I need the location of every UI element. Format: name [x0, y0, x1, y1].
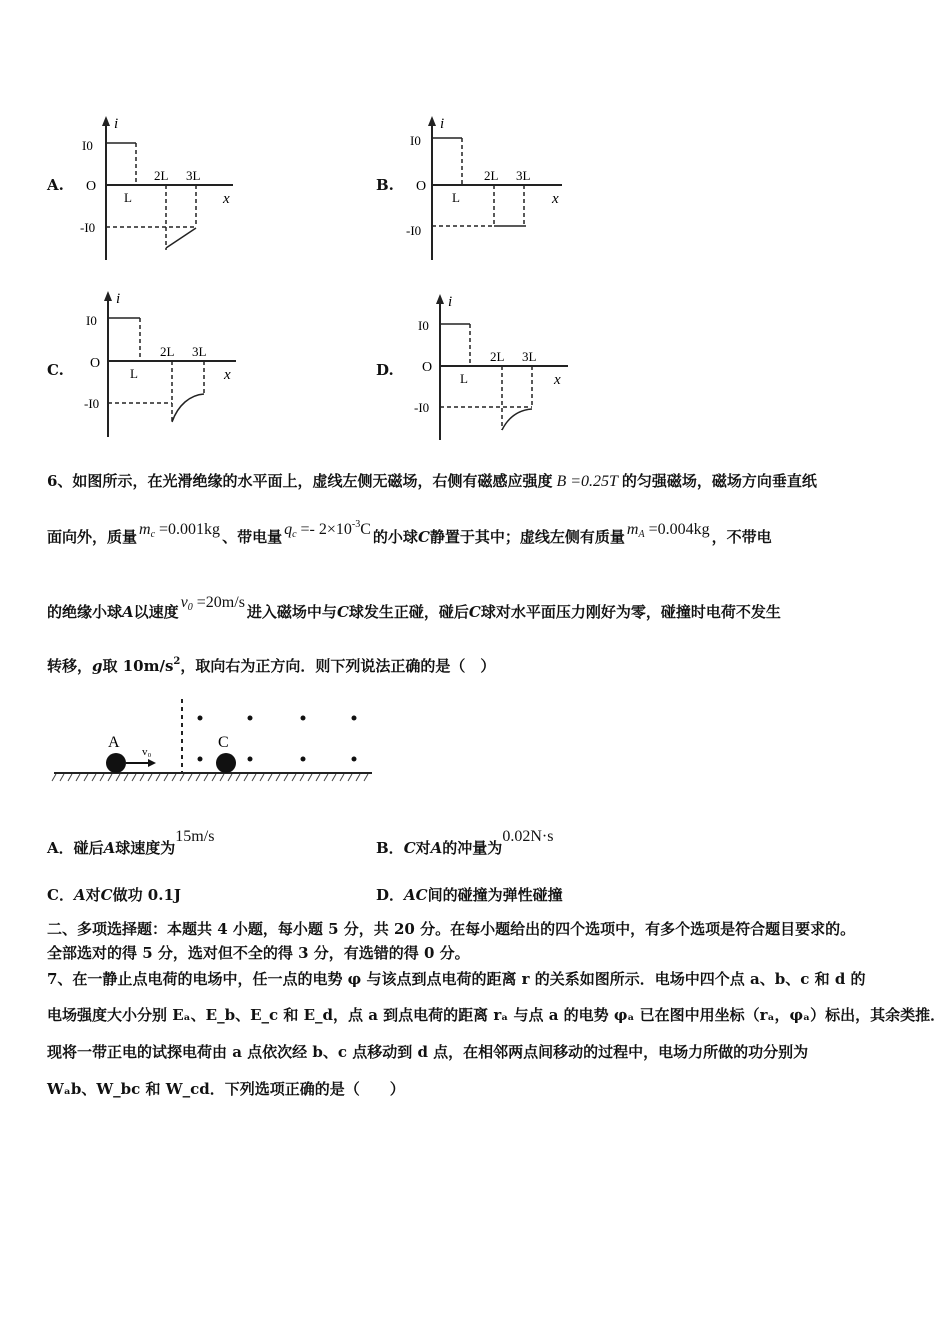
v0-value: $v_0 =20m/s$ [180, 594, 245, 613]
origin-label: O [86, 179, 97, 194]
q6-text: 的绝缘小球 [47, 603, 123, 621]
ball-a-label: A [108, 734, 120, 751]
mass-c-value: $m_c =0.001kg$ [139, 521, 221, 540]
tick-2L: 2L [160, 344, 175, 359]
graph-option-a [78, 110, 248, 274]
option-label-c: C. [47, 361, 64, 379]
tick-3L: 3L [522, 349, 537, 364]
graph-option-b [404, 110, 574, 274]
top-level-label: I0 [410, 133, 421, 148]
axis-x-label: x [552, 191, 559, 207]
q7-line-2: 电场强度大小分别 Eₐ、E_b、E_c 和 E_d，点 a 到点电荷的距离 rₐ 与点 a 的电势 φₐ 已在图中用坐标（rₐ，φₐ）标出，其余类推． [47, 1006, 946, 1024]
top-level-label: I0 [86, 313, 97, 328]
tick-3L: 3L [192, 344, 207, 359]
tick-2L: 2L [484, 168, 499, 183]
B-field-value: B =0.25T [556, 473, 618, 490]
tick-2L: 2L [154, 168, 169, 183]
tick-L: L [452, 190, 460, 205]
q6-option-a[interactable]: A．碰后A球速度为15m/s [47, 828, 215, 857]
section2-header-line1: 二、多项选择题：本题共 4 小题，每小题 5 分，共 20 分。在每小题给出的四个选项中，有多个选项是符合题目要求的。 [47, 920, 856, 938]
q6-line-1 [47, 470, 817, 491]
top-level-label: I0 [82, 138, 93, 153]
q7-line-1: 7、在一静止点电荷的电场中，任一点的电势 φ 与该点到点电荷的距离 r 的关系如图所示．电场中四个点 a、b、c 和 d 的 [47, 970, 866, 988]
tick-2L: 2L [490, 349, 505, 364]
axis-x-label: x [554, 372, 561, 388]
q7-line-3: 现将一带正电的试探电荷由 a 点依次经 b、c 点移动到 d 点，在相邻两点间移动的过程中，电场力所做的功分别为 [47, 1043, 809, 1061]
axis-x-label: x [223, 191, 230, 207]
q6-text: 转移， [47, 657, 93, 675]
axis-i-label: i [116, 291, 121, 307]
q6-line-3: 的绝缘小球A以速度$v_0 =20m/s$进入磁场中与C球发生正碰，碰后C球对水平面压力刚好为零，碰撞时电荷不发生 [47, 594, 781, 621]
ball-c [216, 753, 236, 773]
velocity-label: v₀ [142, 746, 152, 758]
charge-c-value: $q_c =- 2\times 10^{-3}C$ [284, 519, 371, 540]
q6-text: 面向外，质量 [47, 528, 138, 546]
q6-text: 进入磁场中与 [246, 603, 337, 621]
axis-i-label: i [114, 116, 119, 132]
q6-text: ，取向右为正方向．则下列说法正确的是（ ） [180, 657, 496, 675]
bottom-level-label: -I0 [84, 396, 100, 411]
graph-option-d [404, 288, 579, 452]
graph-option-c [78, 285, 248, 449]
bottom-level-label: -I0 [80, 220, 96, 235]
tick-3L: 3L [516, 168, 531, 183]
origin-label: O [416, 179, 427, 194]
ball-c-label: C [218, 734, 229, 751]
q6-option-b[interactable]: B．C对A的冲量为0.02N·s [376, 828, 554, 857]
option-b-value: 0.02N·s [502, 828, 554, 845]
ball-a [106, 753, 126, 773]
q6-option-d[interactable]: D．AC间的碰撞为弹性碰撞 [376, 886, 563, 904]
bottom-level-label: -I0 [406, 223, 422, 238]
q6-text: 球对水平面压力刚好为零，碰撞时电荷不发生 [480, 603, 781, 621]
option-a-value: 15m/s [175, 828, 215, 845]
axis-i-label: i [448, 294, 453, 310]
q6-text: ，不带电 [711, 528, 772, 546]
option-label-b: B. [376, 176, 394, 194]
section2-header-line2: 全部选对的得 5 分，选对但不全的得 3 分，有选错的得 0 分。 [47, 944, 470, 962]
q6-text: 以速度 [133, 603, 179, 621]
q6-text: 球发生正碰，碰后 [348, 603, 469, 621]
tick-L: L [130, 366, 138, 381]
origin-label: O [90, 356, 101, 371]
q6-text: 的匀强磁场，磁场方向垂直纸 [621, 472, 817, 490]
bottom-level-label: -I0 [414, 400, 430, 415]
q6-line-4: 转移，g取 $10m/s^2$，取向右为正方向．则下列说法正确的是（ ） [47, 656, 496, 675]
q6-option-c[interactable]: C．A对C做功 0.1J [47, 886, 181, 904]
axis-i-label: i [440, 116, 445, 132]
origin-label: O [422, 360, 433, 375]
q7-line-4: Wₐb、W_bc 和 W_cd．下列选项正确的是（ ） [47, 1080, 405, 1098]
tick-L: L [124, 190, 132, 205]
tick-L: L [460, 371, 468, 386]
option-label-d: D. [376, 361, 394, 379]
q6-text: 的小球 [372, 528, 418, 546]
option-label-a: A. [47, 176, 64, 194]
tick-3L: 3L [186, 168, 201, 183]
q6-text: 静置于其中；虚线左侧有质量 [429, 528, 625, 546]
q6-text: 、带电量 [222, 528, 283, 546]
q6-text: 取 10m/s [102, 657, 174, 675]
axis-x-label: x [224, 367, 231, 383]
mass-a-value: $m_A =0.004kg$ [626, 521, 710, 540]
q6-text: 6、如图所示，在光滑绝缘的水平面上，虚线左侧无磁场，右侧有磁感应强度 [47, 472, 553, 490]
top-level-label: I0 [418, 318, 429, 333]
q6-line-2: 面向外，质量 $m_c =0.001kg$ 、带电量 $q_c =- 2\times 10^{-3}C$ 的小球C静置于其中；虚线左侧有质量 $m_A =0.004kg$ ，不带电 [47, 519, 772, 546]
q6-figure [50, 695, 380, 794]
